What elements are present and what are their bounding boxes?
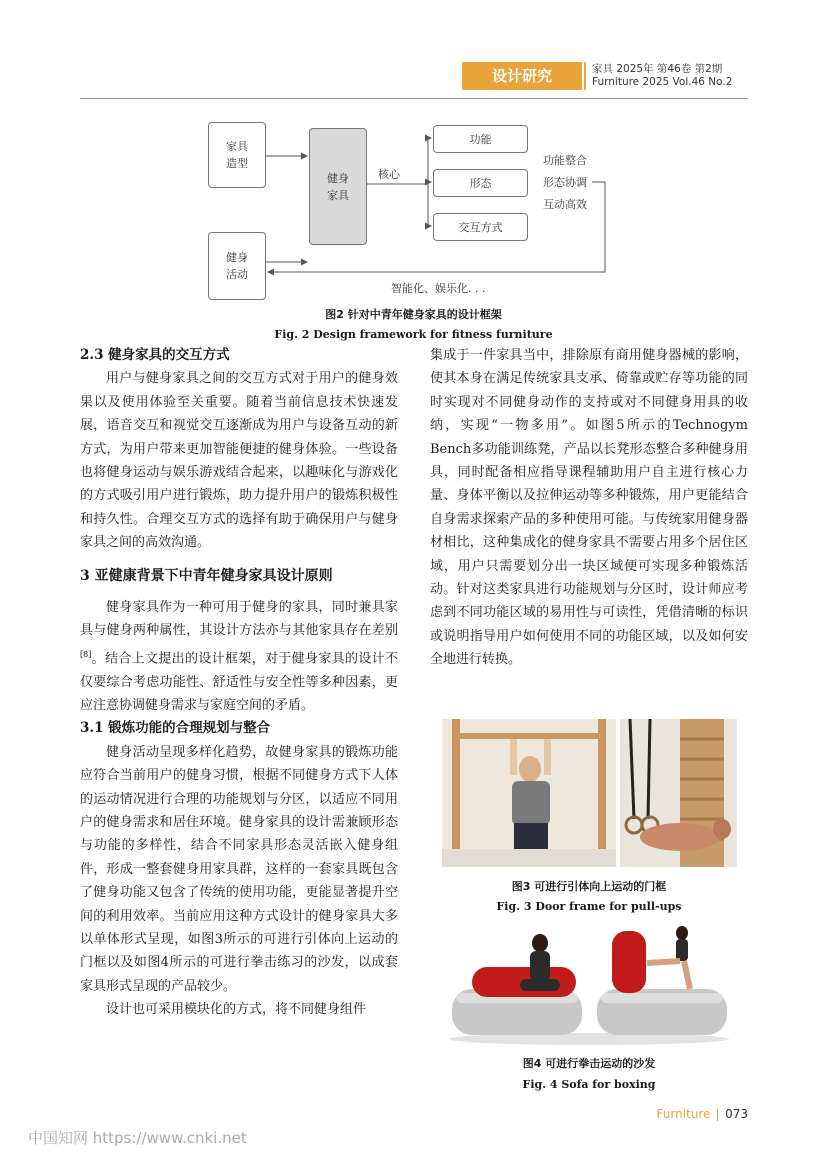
form-box: 形态	[433, 169, 528, 197]
fig3-photo-left	[442, 719, 616, 867]
footer-journal: Furniture	[656, 1107, 711, 1121]
left-column	[80, 344, 398, 1022]
bottom-label: 智能化、娱乐化. . .	[391, 282, 486, 295]
paragraph-3-1: 健身活动呈现多样化趋势，故健身家具的锻炼功能应符合当前用户的健身习惯，根据不同健身方式下人体的运动情况进行合理的功能规划与分区，以适应不同用户的健身需求和居住环境。健身家具的设计需兼顾形态与功能的多样性，结合不同家具形态灵活嵌入健身组件，形成一整套健身用家具群，这样的一套家具既包含了健身功能又包含了传统的使用功能，更能显著提升空间的利用效率。当前应用这种方式设计的健身家具大多以单体形式呈现，如图3所示的可进行引体向上运动的门框以及如图4所示的可进行拳击练习的沙发，以成套家具形式呈现的产品较少。	[80, 744, 398, 994]
right-column	[430, 344, 748, 672]
core-label: 核心	[378, 168, 400, 181]
paragraph-right: 集成于一件家具当中，排除原有商用健身器械的影响，使其本身在满足传统家具支承、倚靠或贮存等功能的同时实现对不同健身动作的支持或对不同健身用具的收纳，实现“一物多用”。如图5所示的Technogym Bench多功能训练凳，产品以长凳形态整合多种健身用具，同时配备相应指导课程辅助用户自主进行核心力量、身体平衡以及拉伸运动等多种锻炼，用户更能结合自身需求探索产品的多种使用可能。与传统家用健身器材相比，这种集成化的健身家具不需要占用多个居住区域，用户只需要划分出一块区域便可实现多种锻炼活动。针对这类家具进行功能规划与分区时，设计师应考虑到不同功能区域的易用性与可读性，凭借清晰的标识或说明指导用户如何使用不同的功能区域，以及如何安全地进行转换。	[430, 348, 748, 668]
interaction-box: 交互方式	[433, 213, 528, 241]
page-footer	[657, 1107, 748, 1121]
fig4-caption-en: Fig. 4 Sofa for boxing	[522, 1078, 656, 1091]
right-label-interaction: 互动高效	[543, 198, 587, 211]
design-framework-diagram	[200, 112, 640, 307]
page-number: 073	[725, 1107, 748, 1121]
fig2-caption-en: Fig. 2 Design framework for fitness furniture	[274, 328, 553, 341]
right-label-form: 形态协调	[543, 176, 587, 189]
fig3-caption-cn: 图3 可进行引体向上运动的门框	[511, 880, 667, 893]
furniture-form-box: 家具 造型	[208, 122, 266, 188]
heading-3: 3 亚健康背景下中青年健身家具设计原则	[80, 567, 333, 584]
heading-3-1: 3.1 锻炼功能的合理规划与整合	[80, 720, 271, 737]
fig4-photo	[442, 923, 737, 1046]
paragraph-3-intro-b: 。结合上文提出的设计框架，对于健身家具的设计不仅要综合考虑功能性、舒适性与安全性等多种因素，更应注意协调健身需求与家庭空间的矛盾。	[80, 651, 398, 714]
journal-info-cn: 家具 2025年 第46卷 第2期	[592, 63, 723, 75]
fig4-caption-cn: 图4 可进行拳击运动的沙发	[522, 1057, 656, 1070]
section-badge: 设计研究	[462, 62, 582, 90]
cnki-watermark: 中国知网 https://www.cnki.net	[28, 1129, 247, 1147]
paragraph-3-intro	[80, 596, 398, 717]
paragraph-2-3: 用户与健身家具之间的交互方式对于用户的健身效果以及使用体验至关重要。随着当前信息技术快速发展，语音交互和视觉交互逐渐成为用户与设备互动的新方式，为用户带来更加智能便捷的健身体验。一些设备也将健身运动与娱乐游戏结合起来，以趣味化与游戏化的方式吸引用户进行锻炼，助力提升用户的锻炼积极性和持久性。合理交互方式的选择有助于确保用户与健身家具之间的高效沟通。	[80, 371, 398, 551]
paragraph-3-1-b: 设计也可采用模块化的方式，将不同健身组件	[106, 1002, 367, 1018]
fig2-caption-cn: 图2 针对中青年健身家具的设计框架	[325, 308, 502, 321]
footer-divider	[717, 1109, 718, 1121]
heading-2-3: 2.3 健身家具的交互方式	[80, 347, 230, 363]
fig3-photo-right	[620, 719, 737, 867]
fig3-caption-en: Fig. 3 Door frame for pull-ups	[496, 900, 682, 913]
reference-8: [8]	[80, 649, 92, 659]
fitness-activity-box: 健身 活动	[208, 232, 266, 300]
paragraph-3-intro-a: 健身家具作为一种可用于健身的家具，同时兼具家具与健身两种属性，其设计方法亦与其他家具存在差别	[80, 600, 398, 639]
right-label-function: 功能整合	[543, 154, 587, 167]
journal-info-en: Furniture 2025 Vol.46 No.2	[592, 76, 733, 88]
header-rule	[80, 98, 748, 99]
fitness-furniture-box: 健身 家具	[309, 128, 367, 245]
function-box: 功能	[433, 125, 528, 153]
header-accent-bar	[584, 62, 586, 90]
